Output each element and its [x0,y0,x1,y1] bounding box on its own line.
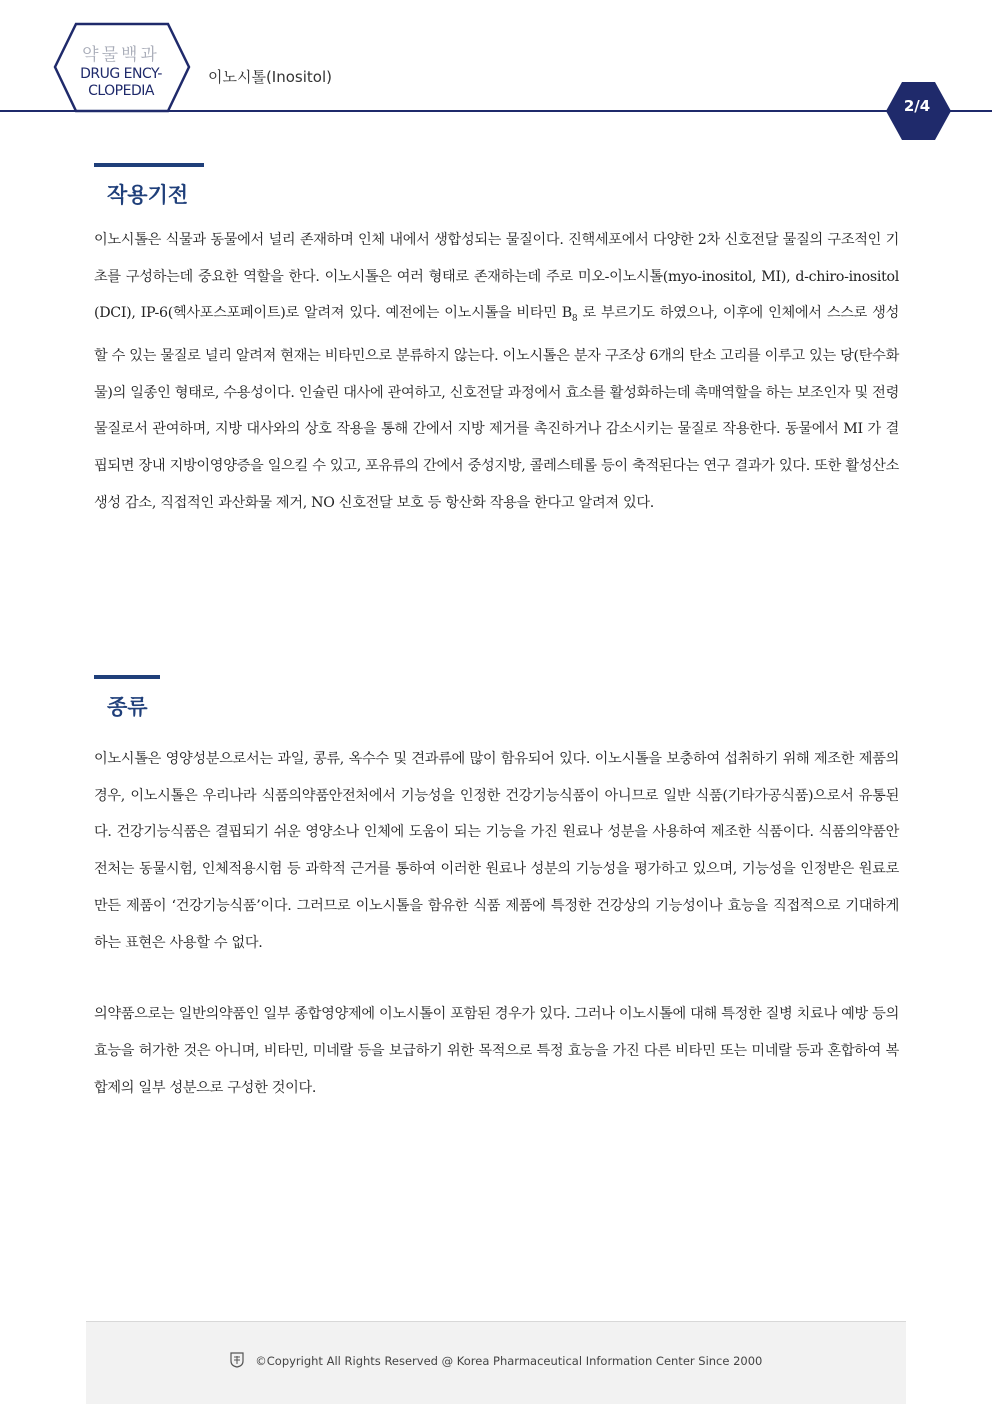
paragraph-text-part1: 이노시톨은 식물과 동물에서 널리 존재하며 인체 내에서 생합성되는 물질이다. 진핵세포에서 다양한 2차 신호전달 물질의 구조적인 기초를 구성하는데 중요한 역할을 한다. 이노시톨은 여러 형태로 존재하는데 주로 미오-이노시톨(myo-inositol, MI), d-chiro-inositol (DCI), IP-6(헥사포스포페이트)로 알려져 있다. 예전에는 이노시톨을 비타민 B [94,232,899,322]
section-title: 작용기전 [107,183,189,207]
copyright-text: ©Copyright All Rights Reserved @ Korea Pharmaceutical Information Center Since 2000 [255,1354,763,1368]
section-mechanism [94,163,899,521]
section-paragraph [94,222,899,521]
brand-name-english-line1: DRUG ENCY- [80,66,162,82]
section-paragraph-2: 의약품으로는 일반의약품인 일부 종합영양제에 이노시톨이 포함된 경우가 있다. 그러나 이노시톨에 대해 특정한 질병 치료나 예방 등의 효능을 허가한 것은 아니며, 비타민, 미네랄 등을 보급하기 위한 목적으로 특정 효능을 가진 다른 비타민 또는 미네랄 등과 혼합하여 복합제의 일부 성분으로 구성한 것이다. [94,1006,899,1096]
section-title: 종류 [107,695,148,719]
section-types [94,675,899,1106]
brand-logo [56,44,186,100]
document-title: 이노시톨(Inositol) [208,68,332,86]
paragraph-text-part2: 로 부르기도 하였으나, 이후에 인체에서 스스로 생성할 수 있는 물질로 널리 알려져 현재는 비타민으로 분류하지 않는다. 이노시톨은 분자 구조상 6개의 탄소 고리를 이루고 있는 당(탄수화물)의 일종인 형태로, 수용성이다. 인슐린 대사에 관여하고, 신호전달 과정에서 효소를 활성화하는데 촉매역할을 하는 보조인자 및 전령물질로서 관여하며, 지방 대사와의 상호 작용을 통해 간에서 지방 제거를 촉진하거나 감소시키는 물질로 작용한다. 동물에서 MI 가 결핍되면 장내 지방이영양증을 일으킬 수 있고, 포유류의 간에서 중성지방, 콜레스테롤 등이 축적된다는 연구 결과가 있다. 또한 활성산소 생성 감소, 직접적인 과산화물 제거, NO 신호전달 보호 등 항산화 작용을 한다고 알려져 있다. [94,305,899,511]
vitamin-subscript: 8 [571,314,578,325]
organization-logo-icon [230,1352,244,1371]
section-title-bar [94,675,160,679]
section-paragraph-1: 이노시톨은 영양성분으로서는 과일, 콩류, 옥수수 및 견과류에 많이 함유되어 있다. 이노시톨을 보충하여 섭취하기 위해 제조한 제품의 경우, 이노시톨은 우리나라 식품의약품안전처에서 기능성을 인정한 건강기능식품이 아니므로 일반 식품(기타가공식품)으로서 유통된다. 건강기능식품은 결핍되기 쉬운 영양소나 인체에 도움이 되는 기능을 가진 원료나 성분을 사용하여 제조한 식품이다. 식품의약품안전처는 동물시험, 인체적용시험 등 과학적 근거를 통하여 이러한 원료나 성분의 기능성을 평가하고 있으며, 기능성을 인정받은 원료로 만든 제품이 ‘건강기능식품’이다. 그러므로 이노시톨을 함유한 식품 제품에 특정한 건강상의 기능성이나 효능을 직접적으로 기대하게 하는 표현은 사용할 수 없다. [94,751,899,951]
section-title-bar [94,163,204,167]
brand-name-english-line2: CLOPEDIA [88,83,154,99]
brand-name-korean: 약물백과 [82,45,160,65]
page-number: 2/4 [903,97,931,115]
footer [86,1321,906,1404]
